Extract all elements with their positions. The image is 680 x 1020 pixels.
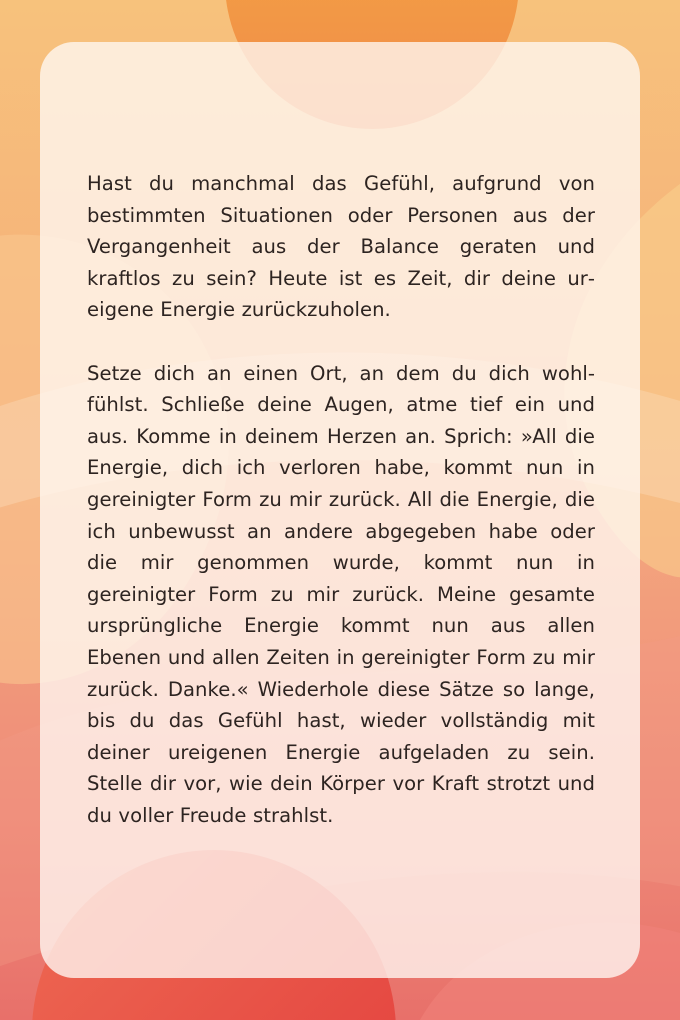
- intro-paragraph: Hast du manchmal das Gefühl, aufgrund von bestimmten Situationen oder Personen aus der Vergangenheit aus der Balance geraten und kraftlos zu sein? Heute ist es Zeit, dir deine ureigene Energie zurückzuholen.: [87, 172, 595, 322]
- instruction-paragraph: Setze dich an einen Ort, an dem du dich wohlfühlst. Schließe deine Augen, atme tief ein und aus. Komme in deinem Herzen an. Sprich: »All die Energie, dich ich verloren habe, kommt nun in gereinigter Form zu mir zurück. All die Energie, die ich unbewusst an andere abgegeben habe oder die mir genommen wurde, kommt nun in gereinigter Form zu mir zurück. Meine gesamte ursprüngliche Energie kommt nun aus allen Ebenen und allen Zeiten in gereinigter Form zu mir zurück. Danke.« Wiederhole diese Sätze so lange, bis du das Gefühl hast, wieder vollständig mit deiner ureigenen Energie aufgeladen zu sein. Stelle dir vor, wie dein Körper vor Kraft strotzt und du voller Freude strahlst.: [87, 361, 595, 827]
- text-card: [40, 42, 640, 978]
